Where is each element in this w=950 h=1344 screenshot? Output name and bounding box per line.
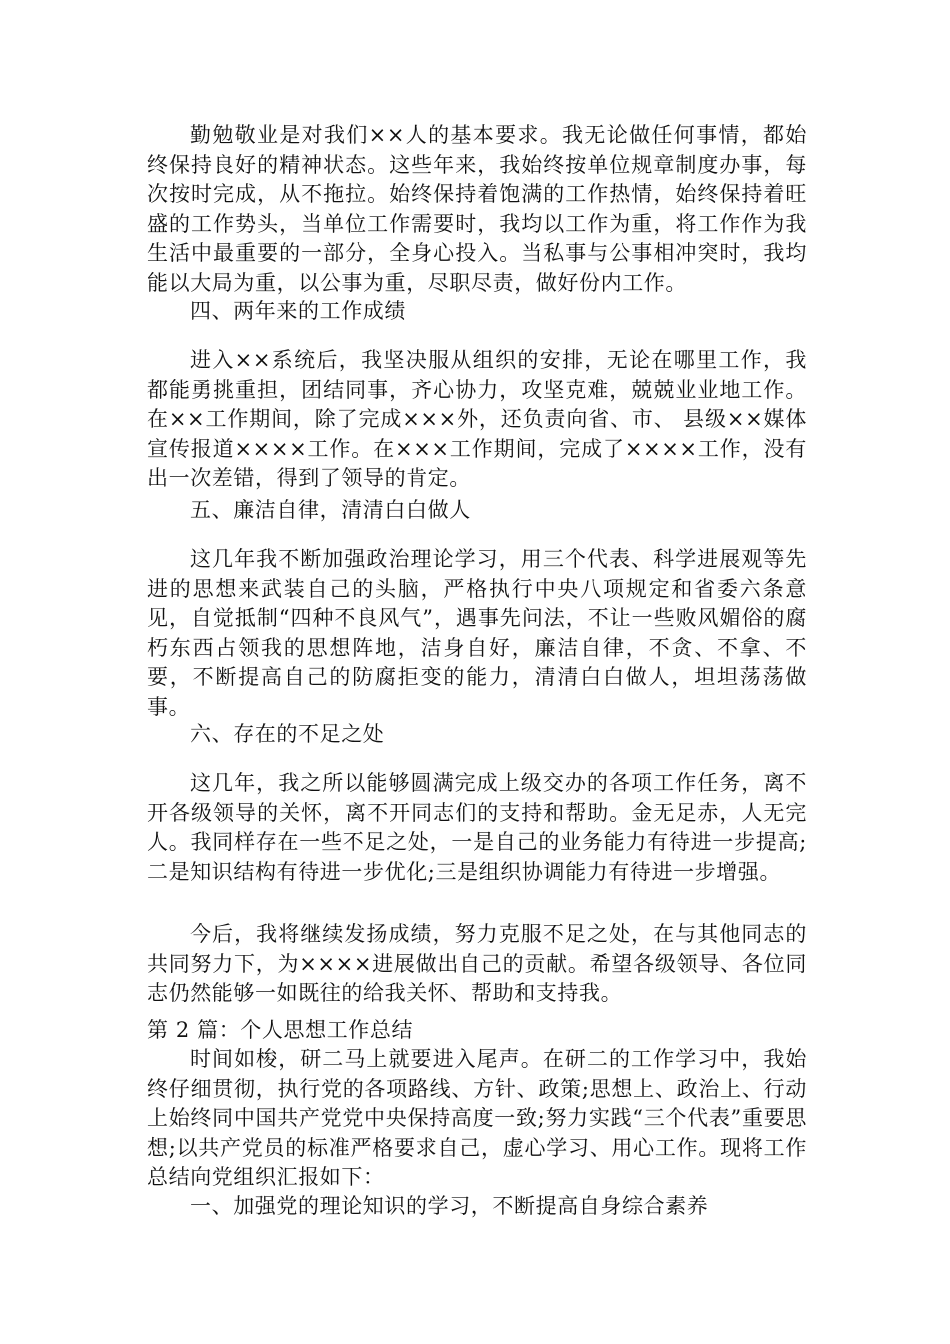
section-heading-4: 四、两年来的工作成绩 xyxy=(190,299,406,323)
section-heading-6: 六、存在的不足之处 xyxy=(190,722,385,746)
paragraph-shortcomings: 这几年，我之所以能够圆满完成上级交办的各项工作任务，离不开各级领导的关怀，离不开同志们的支持和帮助。金无足赤，人无完人。我同样存在一些不足之处，一是自己的业务能力有待进一步提高;二是知识结构有待进一步优化;三是组织协调能力有待进一步增强。 xyxy=(147,771,807,884)
paragraph-future: 今后，我将继续发扬成绩，努力克服不足之处，在与其他同志的共同努力下，为××××进展做出自己的贡献。希望各级领导、各位同志仍然能够一如既往的给我关怀、帮助和支持我。 xyxy=(147,922,807,1005)
article-2-title: 第 2 篇：个人思想工作总结 xyxy=(147,1018,414,1042)
paragraph-work-achievements: 进入××系统后，我坚决服从组织的安排，无论在哪里工作，我都能勇挑重担，团结同事，齐心协力，攻坚克难，兢兢业业地工作。在××工作期间，除了完成×××外，还负责向省、市、 县级××媒体宣传报道××××工作。在×××工作期间，完成了××××工作，没有出一次差错，得到了领导的肯定。 xyxy=(147,348,807,490)
section-heading-1: 一、加强党的理论知识的学习，不断提高自身综合素养 xyxy=(190,1194,709,1218)
section-heading-5: 五、廉洁自律，清清白白做人 xyxy=(190,498,471,522)
paragraph-diligence: 勤勉敬业是对我们××人的基本要求。我无论做任何事情，都始终保持良好的精神状态。这些年来，我始终按单位规章制度办事，每次按时完成，从不拖拉。始终保持着饱满的工作热情，始终保持着旺盛的工作势头，当单位工作需要时，我均以工作为重，将工作作为我生活中最重要的一部分，全身心投入。当私事与公事相冲突时，我均能以大局为重，以公事为重，尽职尽责，做好份内工作。 xyxy=(147,123,807,295)
paragraph-integrity: 这几年我不断加强政治理论学习，用三个代表、科学进展观等先进的思想来武装自己的头脑，严格执行中央八项规定和省委六条意见，自觉抵制“四种不良风气”，遇事先问法，不让一些败风媚俗的腐朽东西占领我的思想阵地，洁身自好，廉洁自律，不贪、不拿、不要，不断提高自己的防腐拒变的能力，清清白白做人，坦坦荡荡做事。 xyxy=(147,547,807,719)
paragraph-article-2-intro: 时间如梭，研二马上就要进入尾声。在研二的工作学习中，我始终仔细贯彻，执行党的各项路线、方针、政策;思想上、政治上、行动上始终同中国共产党党中央保持高度一致;努力实践“三个代表”重要思想;以共产党员的标准严格要求自己，虚心学习、用心工作。现将工作总结向党组织汇报如下： xyxy=(147,1047,807,1189)
